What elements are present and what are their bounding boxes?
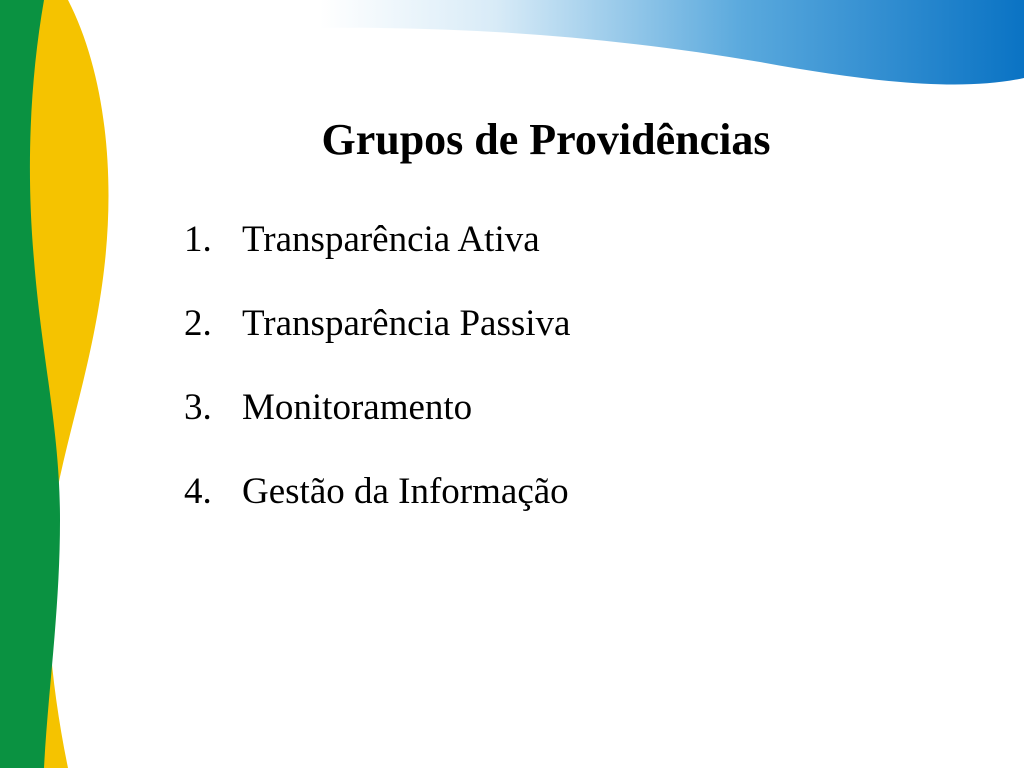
list-item	[184, 296, 570, 380]
list-item-text: Monitoramento	[242, 387, 473, 428]
list-item-text: Gestão da Informação	[242, 471, 569, 512]
list-item-number: 1.	[184, 219, 212, 260]
list-item-text: Transparência Ativa	[242, 219, 540, 260]
providencias-list	[184, 212, 570, 548]
list-item-number: 2.	[184, 303, 212, 344]
list-item	[184, 212, 570, 296]
list-item-text: Transparência Passiva	[242, 303, 571, 344]
list-item	[184, 380, 570, 464]
list-item	[184, 464, 570, 548]
slide-title: Grupos de Providências	[321, 115, 771, 164]
list-item-number: 3.	[184, 387, 212, 428]
blue-top-wave	[320, 0, 1024, 85]
list-item-number: 4.	[184, 471, 212, 512]
